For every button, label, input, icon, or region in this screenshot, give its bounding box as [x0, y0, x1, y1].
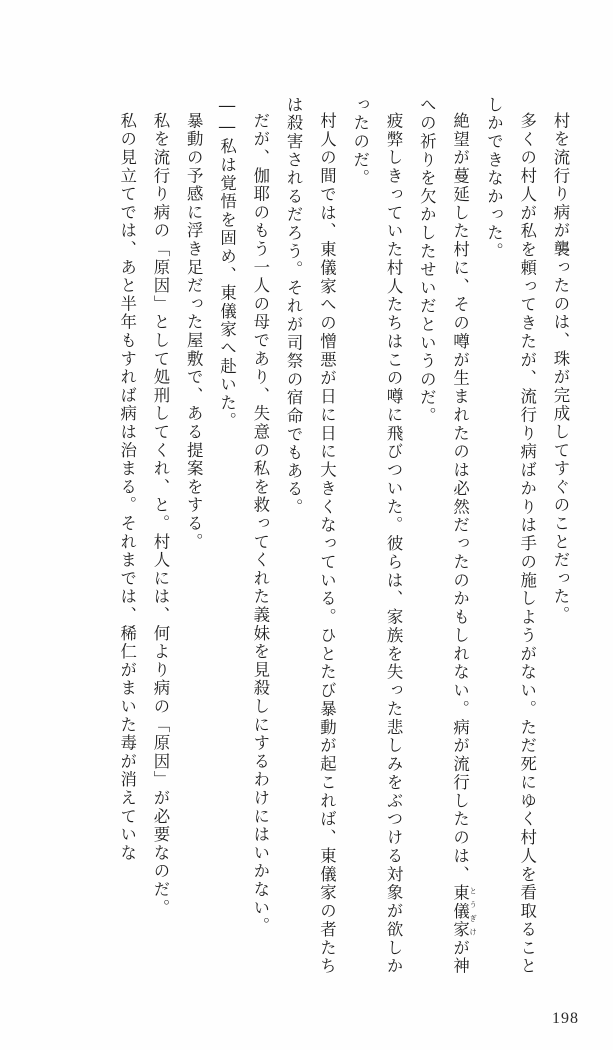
- ruby-annotation: 東儀家 とうぎけ: [450, 884, 478, 940]
- paragraph: 暴動の予感に浮き足だった屋敷で、ある提案をする。: [184, 112, 204, 552]
- paragraph: 絶望が蔓延した村に、その噂が生まれたのは必然だったのかもしれない。病が流行したのは、東儀家 とうぎけが神への祈りを欠かしたせいだというのだ。: [417, 96, 478, 976]
- page-body-text: [44, 96, 577, 976]
- paragraph: 疲弊しきっていた村人たちはこの噂に飛びついた。彼らは、家族を失った悲しみをぶつける対象が欲しかったのだ。: [350, 96, 404, 976]
- paragraph: 村を流行り病が襲ったのは、珠が完成してすぐのことだった。: [551, 112, 570, 625]
- page-number: 198: [552, 1010, 579, 1027]
- paragraph: 私を流行り病の「原因」として処刑してくれ、と。村人には、何より病の「原因」が必要なのだ。: [150, 112, 170, 918]
- paragraph: ――私は覚悟を固め、東儀家へ赴いた。: [217, 96, 237, 431]
- paragraph: 多くの村人が私を頼ってきたが、流行り病ばかりは手の施しようがない。ただ死にゆく村人を看取ることしかできなかった。: [484, 96, 537, 976]
- paragraph: だが、伽耶のもう一人の母であり、失意の私を救ってくれた義妹を見殺しにするわけにはいかない。: [250, 112, 270, 936]
- paragraph: 私の見立てでは、あと半年もすれば病は治まる。それまでは、稀仁がまいた毒が消えていな: [117, 112, 137, 863]
- paragraph: 村人の間では、東儀家への憎悪が日に日に大きくなっている。ひとたび暴動が起これば、東儀家の者たちは殺害されるだろう。それが司祭の宿命でもある。: [284, 96, 337, 976]
